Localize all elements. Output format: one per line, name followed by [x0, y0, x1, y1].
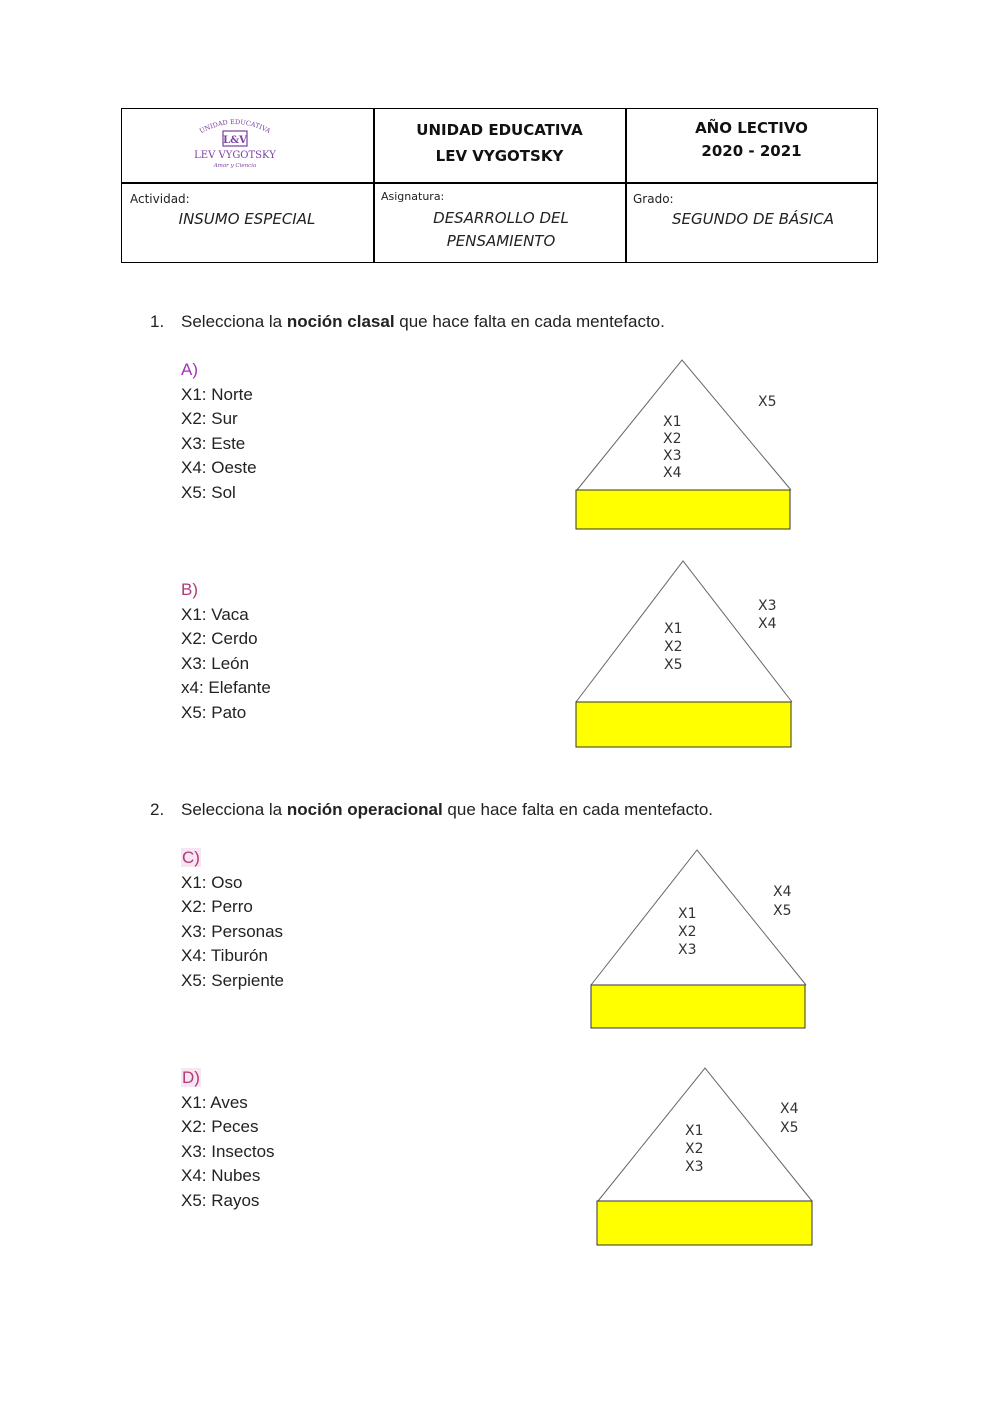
list-item: X1: Aves — [181, 1092, 248, 1112]
list-item: X3: Personas — [181, 921, 284, 941]
list-item: X3: Insectos — [181, 1141, 275, 1161]
logo-cell — [122, 109, 373, 182]
activity-label: Actividad: — [130, 192, 190, 206]
exercise-d — [181, 1066, 275, 1213]
subject-value-line1: DESARROLLO DEL — [433, 209, 569, 227]
school-name-line1: UNIDAD EDUCATIVA — [416, 121, 583, 139]
question-number: 2. — [150, 800, 165, 819]
school-name — [374, 117, 625, 169]
question-2 — [150, 800, 713, 820]
exercise-letter: B) — [181, 580, 198, 599]
inside-label: X3 — [685, 1159, 704, 1175]
inside-label: X3 — [663, 448, 682, 464]
header-table — [121, 108, 878, 263]
exercise-letter: A) — [181, 360, 198, 379]
list-item: X2: Sur — [181, 409, 238, 428]
answer-box[interactable] — [576, 702, 791, 747]
outside-label: X4 — [758, 616, 777, 632]
school-year-label: AÑO LECTIVO — [695, 119, 808, 137]
question-text-bold: noción clasal — [286, 312, 395, 331]
list-item: X2: Perro — [181, 897, 253, 916]
outside-label: X5 — [773, 903, 792, 919]
school-year-value: 2020 - 2021 — [701, 142, 802, 160]
list-item: X1: Oso — [181, 872, 243, 892]
exercise-b — [181, 578, 271, 725]
mentefacto-b — [570, 558, 800, 753]
exercise-c — [181, 846, 284, 993]
outside-label: X4 — [780, 1101, 799, 1117]
inside-label: X1 — [664, 621, 683, 637]
answer-box[interactable] — [591, 985, 805, 1028]
list-item: X4: Nubes — [181, 1166, 261, 1185]
inside-label: X1 — [685, 1123, 704, 1139]
list-item: X5: Serpiente — [181, 970, 285, 990]
table-divider — [122, 182, 877, 184]
outside-label: X3 — [758, 598, 777, 614]
grade-cell — [633, 192, 873, 231]
list-item: X3: León — [181, 653, 250, 673]
outside-label: X5 — [758, 394, 777, 410]
question-text-bold: noción operacional — [286, 800, 443, 819]
school-name-line2: LEV VYGOTSKY — [435, 147, 564, 165]
outside-label: X5 — [780, 1120, 799, 1136]
list-item: X2: Peces — [181, 1117, 259, 1136]
grade-value: SEGUNDO DE BÁSICA — [672, 210, 834, 228]
inside-label: X5 — [664, 657, 683, 673]
logo-arc-text: UNIDAD EDUCATIVA — [198, 117, 272, 136]
answer-box[interactable] — [576, 490, 790, 529]
logo-motto: Amor y Ciencia — [213, 163, 257, 169]
inside-label: X2 — [663, 431, 682, 447]
grade-label: Grado: — [633, 192, 674, 206]
answer-box[interactable] — [597, 1201, 812, 1245]
question-1 — [150, 312, 665, 332]
question-text-post: que hace falta en cada mentefacto. — [394, 312, 665, 331]
subject-value — [381, 207, 621, 253]
list-item: X3: Este — [181, 433, 246, 453]
activity-value: INSUMO ESPECIAL — [178, 210, 316, 228]
list-item: X1: Vaca — [181, 604, 249, 624]
list-item: X5: Pato — [181, 702, 247, 722]
question-text-post: que hace falta en cada mentefacto. — [442, 800, 714, 819]
inside-label: X1 — [678, 906, 697, 922]
mentefacto-a — [570, 355, 800, 535]
school-logo — [186, 117, 284, 173]
list-item: x4: Elefante — [181, 678, 271, 697]
inside-label: X3 — [678, 942, 697, 958]
exercise-a — [181, 358, 257, 505]
exercise-letter: C) — [182, 848, 200, 867]
mentefacto-c — [585, 847, 815, 1037]
logo-name: LEV VYGOTSKY — [194, 150, 276, 161]
subject-label: Asignatura: — [381, 190, 445, 203]
list-item: X5: Sol — [181, 482, 236, 502]
inside-label: X2 — [664, 639, 683, 655]
list-item: X1: Norte — [181, 384, 253, 404]
inside-label: X2 — [685, 1141, 704, 1157]
question-number: 1. — [150, 312, 165, 331]
exercise-letter: D) — [182, 1068, 200, 1087]
logo-mark: L&V — [223, 135, 247, 146]
question-text-pre: Selecciona la — [181, 312, 287, 331]
subject-value-line2: PENSAMIENTO — [446, 232, 556, 250]
list-item: X2: Cerdo — [181, 629, 258, 648]
outside-label: X4 — [773, 884, 792, 900]
question-text-pre: Selecciona la — [181, 800, 287, 819]
list-item: X4: Tiburón — [181, 946, 268, 965]
svg-text:UNIDAD EDUCATIVA — [198, 118, 272, 135]
subject-cell — [381, 190, 621, 253]
inside-label: X2 — [678, 924, 697, 940]
school-year — [626, 117, 877, 163]
list-item: X5: Rayos — [181, 1190, 260, 1210]
inside-label: X4 — [663, 465, 682, 481]
mentefacto-d — [592, 1065, 822, 1250]
list-item: X4: Oeste — [181, 458, 257, 477]
inside-label: X1 — [663, 414, 682, 430]
activity-cell — [130, 192, 370, 231]
